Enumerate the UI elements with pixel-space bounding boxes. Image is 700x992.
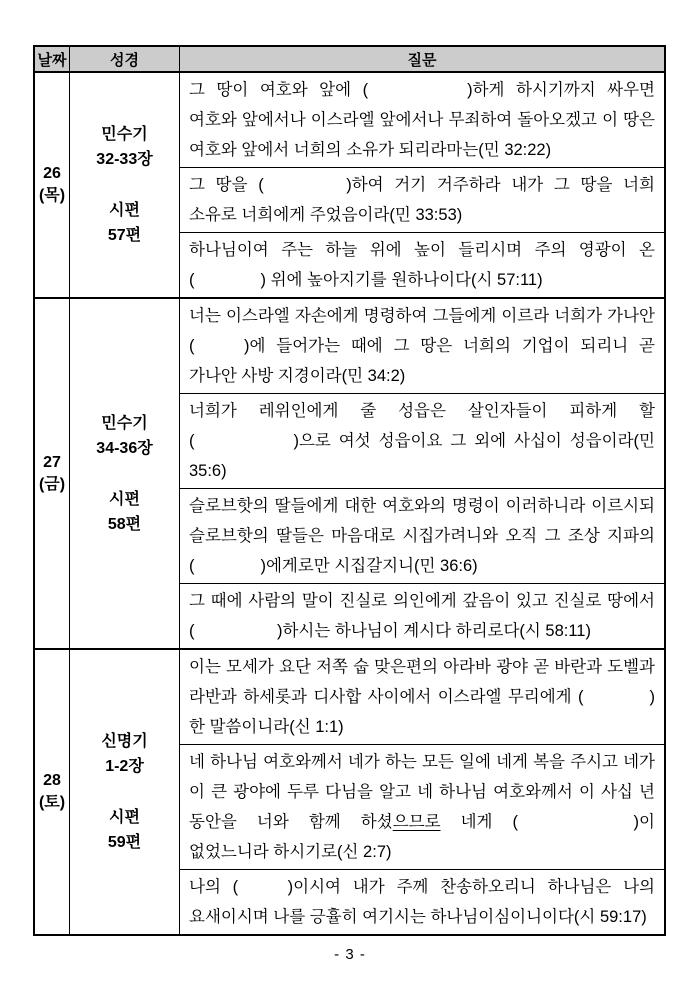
page-number: - 3 - (334, 946, 366, 963)
bible-psalm: 시편 59편 (107, 809, 142, 851)
date-cell (35, 73, 70, 297)
question-cell: 너는 이스라엘 자손에게 명령하여 그들에게 이르라 너희가 가나안 ( )에 들어가는 때에 그 땅은 너희의 기업이 되리니 곧 가나안 사방 지경이라(민 34:2) (180, 299, 664, 394)
question-cell: 나의 ( )이시여 내가 주께 찬송하오리니 하나님은 나의 요새이시며 나를 긍휼히 여기시는 하나님이심이니이다(시 59:17) (189, 878, 655, 926)
question-cell: 슬로브핫의 딸들에게 대한 여호와의 명령이 이러하니라 이르시되 슬로브핫의 딸들은 마음대로 시집가려니와 오직 그 조상 지파의 ( )에게로만 시집갈지니(민 36:6) (180, 489, 664, 584)
bible-book: 신명기 1-2장 (101, 733, 148, 775)
date-cell (35, 650, 70, 934)
question-list (180, 73, 664, 297)
table-row (35, 299, 664, 650)
question-cell: 그 땅이 여호와 앞에 ( )하게 하시기까지 싸우면 여호와 앞에서나 이스라엘 앞에서나 무죄하여 돌아오겠고 이 땅은 여호와 앞에서 너희의 소유가 되리라마는(민 32:22) (180, 73, 664, 168)
question-cell: 이는 모세가 요단 저쪽 숩 맞은편의 아라바 광야 곧 바란과 도벨과 라반과 하세롯과 디사합 사이에서 이스라엘 무리에게 ( )한 말씀이니라(신 1:1) (180, 650, 664, 745)
header-date: 날짜 (35, 47, 70, 71)
question-cell: 너희가 레위인에게 줄 성읍은 살인자들이 피하게 할 ( )으로 여섯 성읍이요 그 외에 사십이 성읍이라(민 35:6) (180, 394, 664, 489)
date-weekday: (목) (38, 187, 66, 204)
question-list (180, 299, 664, 648)
date-weekday: (금) (38, 475, 66, 493)
date-number: 27 (43, 453, 61, 471)
question-cell: 그 땅을 ( )하여 거기 거주하라 내가 그 땅을 너희 소유로 너희에게 주었음이라(민 33:53) (180, 168, 664, 233)
date-cell (35, 299, 70, 648)
bible-book: 민수기 32-33장 (96, 126, 153, 168)
table-header-row (35, 47, 664, 73)
bible-cell (70, 73, 180, 297)
bible-book: 민수기 34-36장 (96, 414, 153, 457)
header-question: 질문 (407, 51, 437, 69)
bible-psalm: 시편 57편 (107, 202, 142, 244)
date-number: 26 (43, 165, 61, 182)
underlined-text: 으므로 (392, 813, 441, 831)
question-cell: 그 때에 사람의 말이 진실로 의인에게 갚음이 있고 진실로 땅에서 ( )하시는 하나님이 계시다 하리로다(시 58:11) (189, 592, 655, 640)
question-cell: 하나님이여 주는 하늘 위에 높이 들리시며 주의 영광이 온 ( ) 위에 높아지기를 원하나이다(시 57:11) (189, 241, 655, 289)
question-cell: 네 하나님 여호와께서 네가 하는 모든 일에 네게 복을 주시고 네가 이 큰 광야에 두루 다님을 알고 네 하나님 여호와께서 이 사십 년 동안을 너와 함께 하셨으므로 네게 ( )이 없었느니라 하시기로(신 2:7) (180, 745, 664, 870)
bible-cell (70, 650, 180, 934)
table-row (35, 73, 664, 299)
date-number: 28 (43, 772, 61, 789)
question-list (180, 650, 664, 934)
table-body (35, 73, 664, 934)
qa-table (33, 45, 666, 936)
bible-cell (70, 299, 180, 648)
table-row (35, 650, 664, 934)
date-weekday: (토) (38, 794, 66, 811)
bible-psalm: 시편 58편 (107, 490, 142, 533)
header-bible: 성경 (70, 47, 180, 71)
